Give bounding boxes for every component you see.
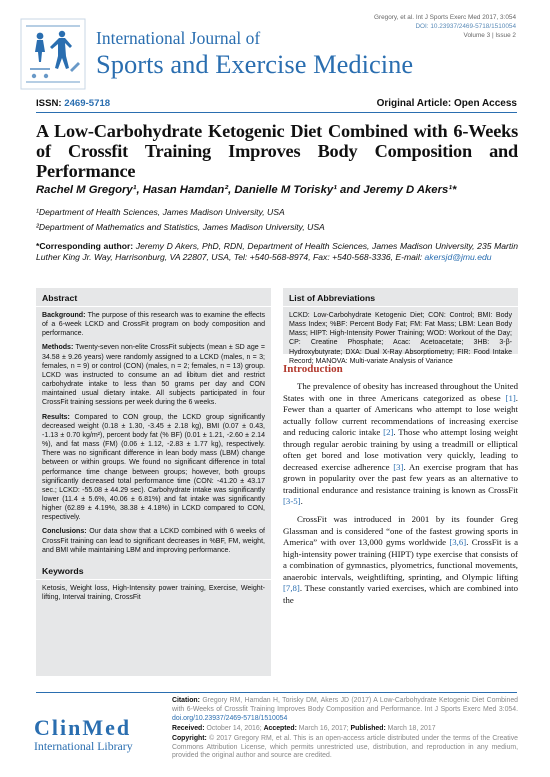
methods-label: Methods: xyxy=(42,344,74,352)
reference-link[interactable]: [2] xyxy=(383,427,394,438)
footer-copyright xyxy=(172,735,518,762)
introduction-heading: Introduction xyxy=(283,363,343,375)
article-type: Original Article: Open Access xyxy=(376,98,517,109)
background-text: The purpose of this research was to examine the effects of a 6-week LCKD and CrossFit program on body composition and performance. xyxy=(42,312,265,338)
abstract-results xyxy=(42,413,265,523)
reference-link[interactable]: [3-5] xyxy=(283,496,301,507)
volume-line: Volume 3 | Issue 2 xyxy=(463,32,516,39)
accepted-date: March 16, 2017; xyxy=(296,724,351,732)
intro-text: The prevalence of obesity has increased throughout the United States with one in three Americans categorized as obese xyxy=(283,381,518,403)
abstract-methods xyxy=(42,343,265,407)
intro-paragraph-1 xyxy=(283,381,518,508)
footer-info xyxy=(172,697,518,762)
corresponding-author xyxy=(36,241,518,263)
keywords-heading: Keywords xyxy=(36,564,271,580)
publisher-subtitle: International Library xyxy=(34,739,133,753)
abstract-background xyxy=(42,311,265,338)
intro-text: . These constantly varied exercises, which are combined into the xyxy=(283,583,518,605)
reference-link[interactable]: [3] xyxy=(393,461,404,472)
footer-citation xyxy=(172,697,518,724)
results-text: Compared to CON group, the LCKD group significantly decreased weight (0.18 ± 1.30, -3.45 ± 2.18 kg), BMI (0.07 ± 0.43, -1.13 ± 0.70 kg/m²), percent body fat (% BF) (0.01 ± 1.21, -2.60 ± 2.14 %), and fat mass (FM) (0.06 ± 1.12, -2.83 ± 1.77 kg), respectively. There was no significant difference in lean body mass (LBM) change between or within groups. We found no significant difference in total performance time change between groups; however, both groups significantly decreased total performance time (CON: -41.20 ± 43.17 sec.; LCKD: -55.08 ± 44.29 sec). Carbohydrate intake was significantly lower (11.4 ± 5.6%, 40.06 ± 6.81%) and fat intake was significantly higher (62.89 ± 4.19%, 38.38 ± 4.18%) in LCKD compared to CON, respectively. xyxy=(42,413,265,522)
copyright-label: Copyright: xyxy=(172,734,207,742)
footer-dates xyxy=(172,725,518,734)
received-label: Received: xyxy=(172,724,205,732)
citation-doi-link[interactable]: doi.org/10.23937/2469-5718/1510054 xyxy=(172,714,288,722)
citation-text: Gregory RM, Hamdan H, Torisky DM, Akers JD (2017) A Low-Carbohydrate Ketogenic Diet Combined with 6-Weeks of Crossfit Training Improves Body Composition and Performance. Int J Sports Exerc Med 3:054. xyxy=(172,697,518,713)
article-title: A Low-Carbohydrate Ketogenic Diet Combined with 6-Weeks of Crossfit Training Improves Body Composition and Performance xyxy=(36,121,518,181)
authors: Rachel M Gregory¹, Hasan Hamdan², Danielle M Torisky¹ and Jeremy D Akers¹* xyxy=(36,184,457,196)
citation-line: Gregory, et al. Int J Sports Exerc Med 2017, 3:054 xyxy=(374,14,516,21)
reference-link[interactable]: [7,8] xyxy=(283,583,300,594)
published-date: March 18, 2017 xyxy=(385,724,436,732)
abstract-box xyxy=(36,288,271,676)
abbreviations-heading: List of Abbreviations xyxy=(283,288,518,307)
reference-link[interactable]: [3,6] xyxy=(449,537,467,548)
citation-label: Citation: xyxy=(172,697,200,704)
header-citation xyxy=(374,13,516,40)
publisher-logo xyxy=(34,715,133,754)
results-label: Results: xyxy=(42,413,70,421)
footer-divider xyxy=(36,692,517,693)
received-date: October 14, 2016; xyxy=(204,724,264,732)
keywords-text: Ketosis, Weight loss, High-Intensity power training, Exercise, Weight-lifting, Interval training, CrossFit xyxy=(42,584,265,602)
accepted-label: Accepted: xyxy=(263,724,297,732)
journal-title-line1: International Journal of xyxy=(96,28,261,48)
intro-paragraph-2 xyxy=(283,514,518,606)
copyright-text: © 2017 Gregory RM, et al. This is an open-access article distributed under the terms of the Creative Commons Attribution License, which permits unrestricted use, distribution, and reproduction in any medium, provided the original author and source are credited. xyxy=(172,734,518,760)
intro-text: . CrossFit is a high-intensity power training (HIPT) type exercise that consists of a combination of gymnastics, plyometrics, functional movements, anaerobic intervals, weightlifting, sprinting, and Olympic lifting xyxy=(283,537,518,582)
affiliation-1: ¹Department of Health Sciences, James Madison University, USA xyxy=(36,207,285,217)
abstract-heading: Abstract xyxy=(36,288,271,307)
abstract-body xyxy=(36,307,271,564)
publisher-brand: ClinMed xyxy=(34,715,132,740)
methods-text: Twenty-seven non-elite CrossFit subjects (mean ± SD age = 34.58 ± 9.26 years) were randomly assigned to a LCKD (males, n = 3; females, n = 9) or control (CON) (males, n = 2; females, n = 13) group. LCKD was instructed to consume an ad libitum diet and restrict carbohydrate intake to less than 50 grams per day and CON maintained usual dietary intake. All subjects participated in four CrossFit training sessions per week during the 6 weeks. xyxy=(42,344,265,407)
journal-logo-icon xyxy=(20,18,86,90)
affiliation-2: ²Department of Mathematics and Statistics, James Madison University, USA xyxy=(36,222,325,232)
reference-link[interactable]: [1] xyxy=(505,392,516,403)
published-label: Published: xyxy=(350,724,386,732)
conclusions-label: Conclusions: xyxy=(42,528,87,536)
intro-text: . An exercise program that has grown in popularity over the past few years as an alternative to traditional endurance and resistance training is known as CrossFit xyxy=(283,461,518,495)
abbreviations-text: LCKD: Low-Carbohydrate Ketogenic Diet; CON: Control; BMI: Body Mass Index; %BF: Percent Body Fat; FM: Fat Mass; LBM: Lean Body Mass; HIPT: High-Intensity Power Training; WOD: Workout of the Day; CP: Creatine Phosphate; Acac: Acetoacetate; 3HB: 3-β-Hydroxybutyrate; DXA: Dual X-Ray Absorptiometry; FIR: Food Intake Record; MANOVA: Multi-variate Analysis of Variance xyxy=(289,312,512,365)
intro-text: . xyxy=(300,496,303,507)
header-divider xyxy=(36,112,517,113)
corr-label: *Corresponding author: xyxy=(36,241,134,251)
issn-label: ISSN: xyxy=(36,98,65,109)
doi-link[interactable]: DOI: 10.23937/2469-5718/1510054 xyxy=(415,23,516,30)
abbreviations-box xyxy=(283,288,518,365)
issn-value: 2469-5718 xyxy=(64,98,111,109)
corr-email-link[interactable]: akersjd@jmu.edu xyxy=(424,252,492,263)
intro-text: . Those who attempt losing weight through regular aerobic training by using a treadmill or elliptical often get bored and lose motivation very quickly, leading to decreased exercise adherence xyxy=(283,427,519,472)
intro-text: . Fewer than a quarter of Americans who attempt to lose weight actually follow current recommendations of increasing exercise and reducing caloric intake xyxy=(283,392,518,438)
introduction-body xyxy=(283,381,518,612)
abstract-conclusions xyxy=(42,527,265,554)
issn xyxy=(36,98,110,109)
corr-text: Jeremy D Akers, PhD, RDN, Department of Health Sciences, James Madison University, 235 Martin Luther King Jr. Way, Harrisonburg, VA 22807, USA, Tel: +540-568-8974, Fax: +540-568-3336, E-mail: xyxy=(36,241,518,263)
conclusions-text: Our data show that a LCKD combined with 6 weeks of CrossFit training can lead to significant decreases in %BF, FM, weight, and BMI while maintaining LBM and improving performance. xyxy=(42,528,265,554)
background-label: Background: xyxy=(42,312,86,319)
intro-text: CrossFit was introduced in 2001 by its founder Greg Glassman and is considered “one of the fastest growing sports in America” with over 13,000 gyms worldwide xyxy=(283,514,518,548)
journal-title-line2: Sports and Exercise Medicine xyxy=(96,49,414,79)
